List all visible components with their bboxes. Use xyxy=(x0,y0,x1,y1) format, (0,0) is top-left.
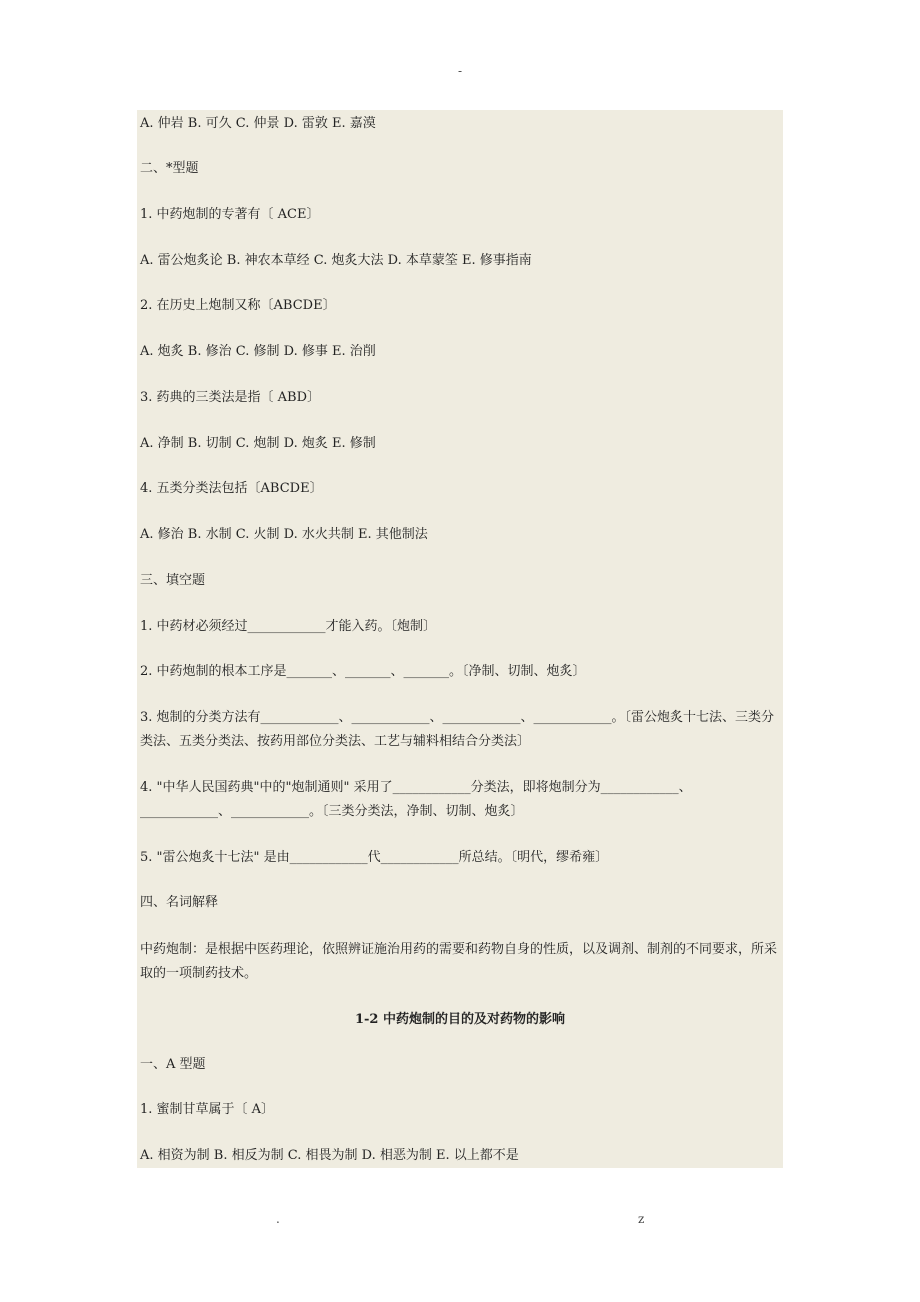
fill-question: 5. "雷公炮炙十七法" 是由____________代____________所总结。〔明代，缪希雍〕 xyxy=(140,850,609,865)
option-line: A. 炮炙 B. 修治 C. 修制 D. 修事 E. 治削 xyxy=(140,344,376,359)
option-line: A. 仲岩 B. 可久 C. 仲景 D. 雷敦 E. 嘉漠 xyxy=(140,116,376,131)
option-line: A. 相资为制 B. 相反为制 C. 相畏为制 D. 相恶为制 E. 以上都不是 xyxy=(140,1148,519,1163)
fill-question: 2. 中药炮制的根本工序是_______、_______、_______。〔净制、切制、炮炙〕 xyxy=(140,664,586,679)
question: 1. 中药炮制的专著有〔 ACE〕 xyxy=(140,207,320,222)
section-heading: 一、A 型题 xyxy=(140,1057,206,1072)
section-heading: 三、填空题 xyxy=(140,573,206,588)
section-heading: 二、*型题 xyxy=(140,161,199,176)
footer-left-mark: . xyxy=(276,1212,280,1226)
question: 4. 五类分类法包括〔ABCDE〕 xyxy=(140,481,323,496)
question: 3. 药典的三类法是指〔 ABD〕 xyxy=(140,390,321,405)
question: 1. 蜜制甘草属于〔 A〕 xyxy=(140,1102,275,1117)
section-heading: 四、名词解释 xyxy=(140,895,219,910)
page-header-mark: - xyxy=(457,64,463,78)
definition-text: 中药炮制：是根据中医药理论，依照辨证施治用药的需要和药物自身的性质，以及调剂、制剂的不同要求，所采取的一项制药技术。 xyxy=(140,942,778,981)
fill-question: 1. 中药材必须经过____________才能入药。〔炮制〕 xyxy=(140,619,437,634)
option-line: A. 雷公炮炙论 B. 神农本草经 C. 炮炙大法 D. 本草蒙筌 E. 修事指南 xyxy=(140,253,532,268)
footer-right-mark: z xyxy=(638,1212,645,1226)
fill-question: 4. "中华人民国药典"中的"炮制通则" 采用了____________分类法，即将炮制分为____________、____________、____________。〔三类分类法，净制、切制、炮炙〕 xyxy=(140,780,692,819)
chapter-title: 1-2 中药炮制的目的及对药物的影响 xyxy=(354,1012,565,1027)
option-line: A. 修治 B. 水制 C. 火制 D. 水火共制 E. 其他制法 xyxy=(140,527,428,542)
question: 2. 在历史上炮制又称〔ABCDE〕 xyxy=(140,298,336,313)
option-line: A. 净制 B. 切制 C. 炮制 D. 炮炙 E. 修制 xyxy=(140,436,376,451)
fill-question: 3. 炮制的分类方法有____________、____________、____________、____________。〔雷公炮炙十七法、三类分类法、五类分类法、按药用部位分类法、工艺与辅料相结合分类法〕 xyxy=(140,710,775,749)
